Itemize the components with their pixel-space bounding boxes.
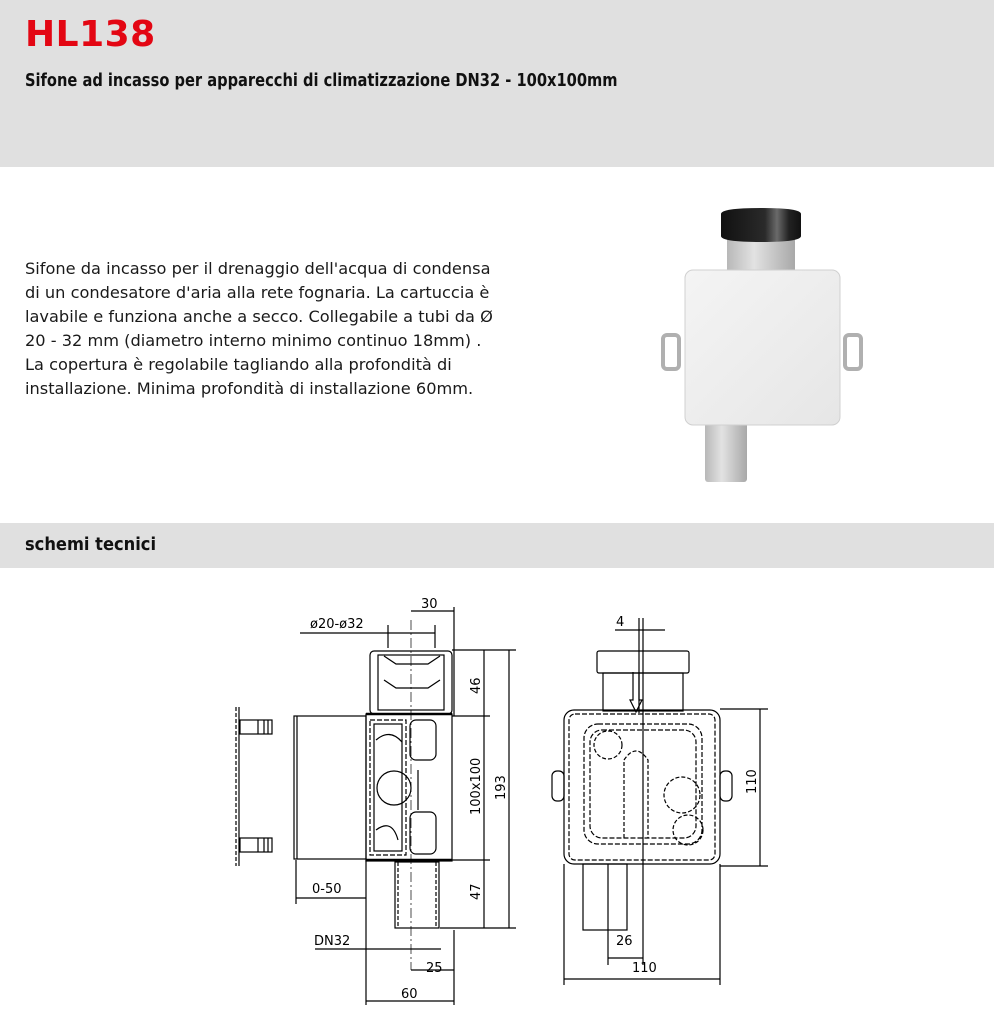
section-title: schemi tecnici <box>25 535 157 555</box>
product-title: Sifone ad incasso per apparecchi di climatizzazione DN32 - 100x100mm <box>25 71 618 91</box>
product-photo <box>655 200 870 490</box>
dim-cover-depth: 0-50 <box>312 882 342 897</box>
product-header <box>0 0 994 167</box>
dim-outlet-offset: 25 <box>426 961 443 976</box>
dim-total-height: 193 <box>494 775 509 800</box>
dim-top-width: 30 <box>421 597 438 612</box>
siphon-photo-icon <box>655 200 870 490</box>
technical-drawings-section-header <box>0 523 994 568</box>
dim-bottom-height: 47 <box>469 883 484 900</box>
dim-front-width: 110 <box>632 961 657 976</box>
dim-front-outlet-offset: 26 <box>616 934 633 949</box>
dim-inlet-diameter: ø20-ø32 <box>310 617 364 632</box>
dim-depth: 60 <box>401 987 418 1002</box>
product-code: HL138 <box>25 14 156 55</box>
dim-outlet: DN32 <box>314 934 351 949</box>
dim-top-height: 46 <box>469 677 484 694</box>
dim-box: 100x100 <box>469 757 484 815</box>
product-description: Sifone da incasso per il drenaggio dell'acqua di condensa di un condesatore d'aria alla rete fognaria. La cartuccia è lavabile e funziona anche a secco. Collegabile a tubi da Ø 20 - 32 mm (diametro interno minimo continuo 18mm) . La copertura è regolabile tagliando alla profondità di installazione. Minima profondità di installazione 60mm. <box>25 259 493 398</box>
technical-drawing-icon <box>220 590 800 1020</box>
dim-front-offset: 4 <box>616 615 625 630</box>
dim-front-height: 110 <box>745 769 760 794</box>
technical-drawing <box>220 590 800 1020</box>
